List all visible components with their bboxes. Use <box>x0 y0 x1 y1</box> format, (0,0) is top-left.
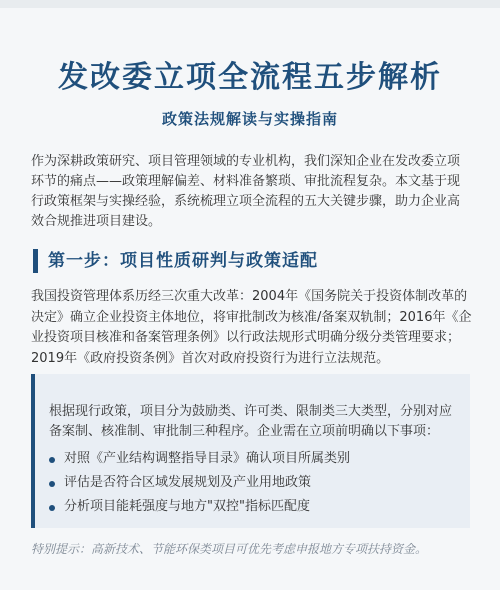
list-item <box>47 495 462 519</box>
special-note: 特别提示：高新技术、节能环保类项目可优先考虑申报地方专项扶持资金。 <box>31 542 428 556</box>
policy-callout-text: 根据现行政策，项目分为鼓励类、许可类、限制类三大类型，分别对应备案制、核准制、审批制三种程序。企业需在立项前明确以下事项： <box>49 404 453 439</box>
page-subtitle: 政策法规解读与实操指南 <box>161 110 338 128</box>
list-item <box>47 447 462 471</box>
requirements-list <box>47 447 462 519</box>
policy-callout-box <box>31 374 470 528</box>
section-heading-step-1: 第一步：项目性质研判与政策适配 <box>33 249 318 273</box>
bullet-icon <box>49 481 55 487</box>
top-border <box>0 0 500 8</box>
list-item <box>47 471 462 495</box>
bullet-icon <box>49 457 55 463</box>
list-item-text: 评估是否符合区域发展规划及产业用地政策 <box>64 475 312 490</box>
list-item-text: 对照《产业结构调整指导目录》确认项目所属类别 <box>64 451 351 466</box>
history-paragraph: 我国投资管理体系历经三次重大改革：2004年《国务院关于投资体制改革的决定》确立企业投资主体地位，将审批制改为核准/备案双轨制；2016年《企业投资项目核准和备案管理条例》以行政法规形式明确分级分类管理要求；2019年《政府投资条例》首次对政府投资行为进行立法规范。 <box>31 289 472 366</box>
bullet-icon <box>49 505 55 511</box>
intro-paragraph: 作为深耕政策研究、项目管理领域的专业机构，我们深知企业在发改委立项环节的痛点——政策理解偏差、材料准备繁琐、审批流程复杂。本文基于现行政策框架与实操经验，系统梳理立项全流程的五大关键步骤，助力企业高效合规推进项目建设。 <box>31 154 461 229</box>
page-title: 发改委立项全流程五步解析 <box>58 60 442 95</box>
list-item-text: 分析项目能耗强度与地方"双控"指标匹配度 <box>64 499 310 514</box>
